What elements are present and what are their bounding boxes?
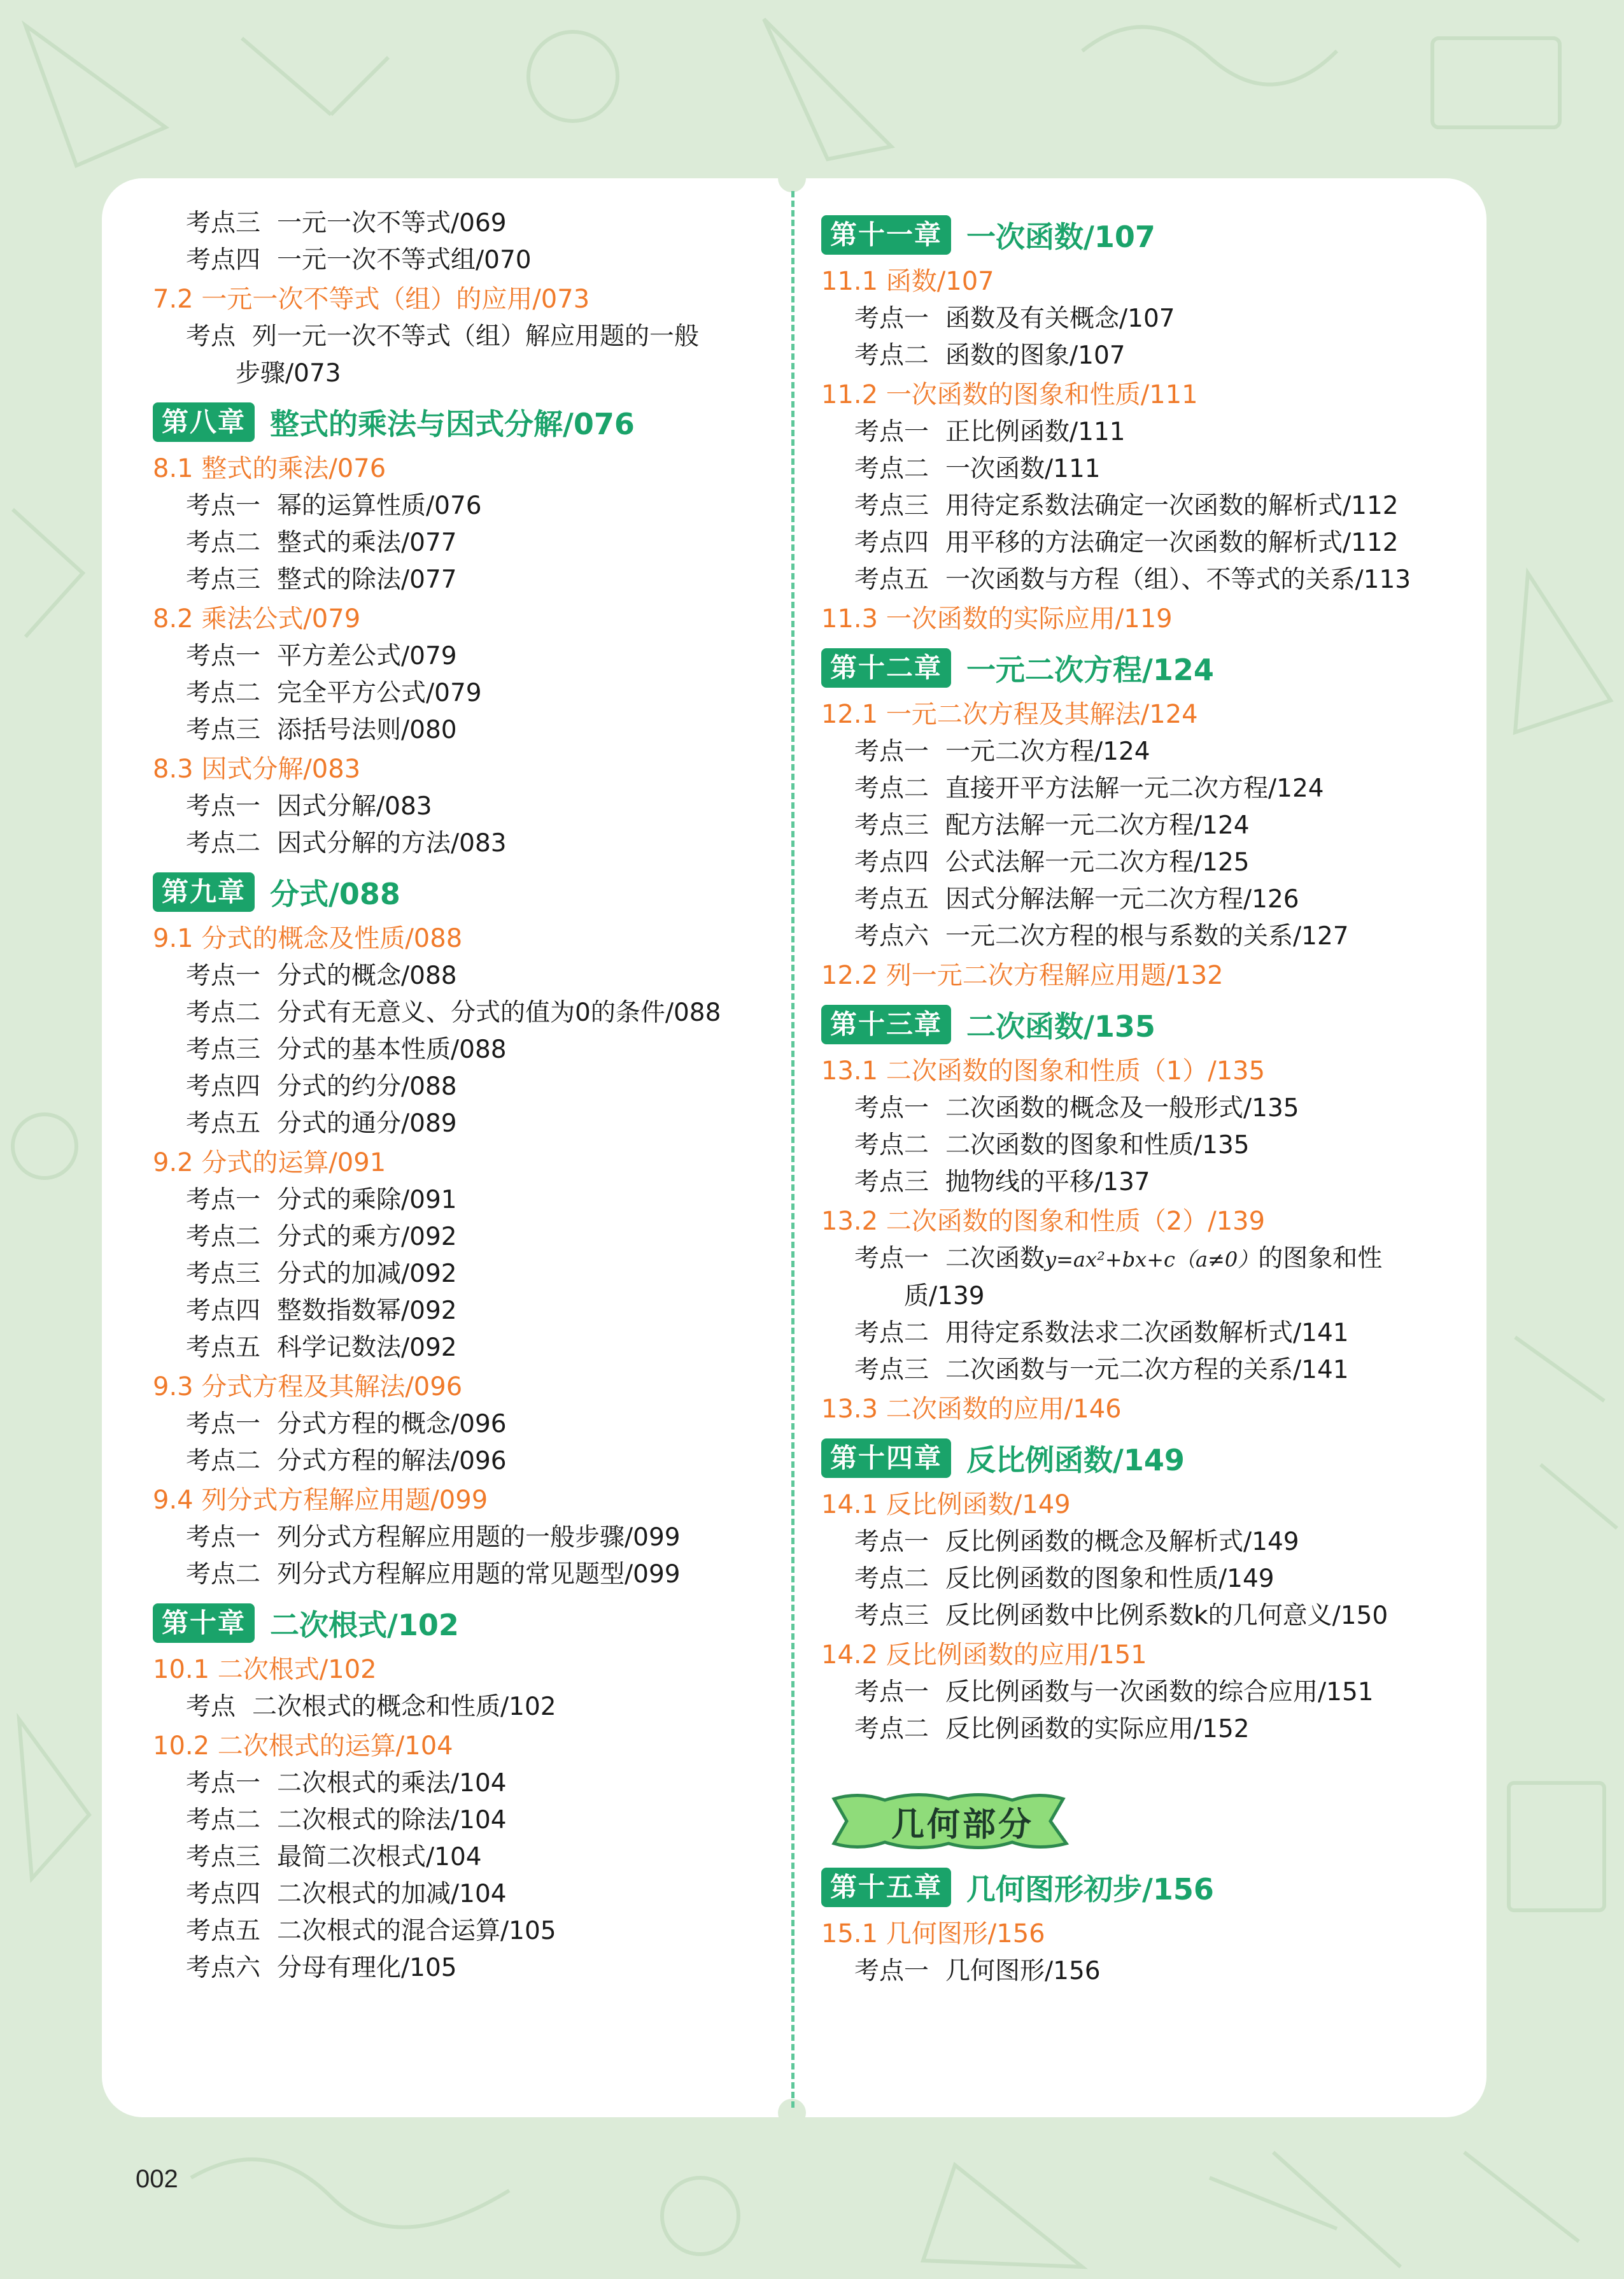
entry-text: 一次函数/111 bbox=[945, 455, 1101, 483]
chapter-heading[interactable] bbox=[821, 1002, 1471, 1047]
toc-entry[interactable] bbox=[821, 301, 1471, 337]
toc-entry[interactable] bbox=[153, 1182, 783, 1219]
toc-entry[interactable] bbox=[153, 1950, 783, 1987]
toc-entry[interactable] bbox=[153, 1913, 783, 1950]
toc-entry[interactable] bbox=[821, 807, 1471, 844]
chapter-title: 一元二次方程/124 bbox=[966, 653, 1214, 687]
chapter-number-badge: 第十二章 bbox=[821, 648, 951, 688]
toc-entry[interactable] bbox=[153, 1105, 783, 1142]
section-heading[interactable]: 13.2 二次函数的图象和性质（2）/139 bbox=[821, 1207, 1266, 1236]
entry-tag: 考点四 bbox=[186, 246, 261, 274]
toc-entry[interactable] bbox=[821, 488, 1471, 525]
toc-entry[interactable] bbox=[821, 881, 1471, 918]
section-heading[interactable]: 11.2 一次函数的图象和性质/111 bbox=[821, 380, 1198, 409]
entry-text: 分式的乘方/092 bbox=[277, 1223, 457, 1251]
entry-text: 分式方程的概念/096 bbox=[277, 1410, 507, 1438]
entry-text: 完全平方公式/079 bbox=[277, 679, 482, 707]
toc-entry[interactable] bbox=[821, 525, 1471, 562]
toc-entry[interactable] bbox=[821, 734, 1471, 770]
entry-tag: 考点三 bbox=[186, 1260, 261, 1288]
entry-tag: 考点二 bbox=[854, 1131, 929, 1160]
entry-text: 正比例函数/111 bbox=[945, 418, 1126, 446]
entry-text: 一元二次方程/124 bbox=[945, 737, 1150, 766]
entry-text: 二次根式的加减/104 bbox=[277, 1880, 507, 1908]
entry-continuation: 质/139 bbox=[904, 1282, 985, 1310]
entry-tag: 考点三 bbox=[854, 1601, 929, 1630]
toc-entry[interactable] bbox=[153, 1330, 783, 1367]
part-title: 几何部分 bbox=[891, 1806, 1034, 1844]
toc-entry[interactable] bbox=[821, 1240, 1471, 1315]
chapter-number-badge: 第十三章 bbox=[821, 1005, 951, 1044]
entry-tag: 考点三 bbox=[186, 716, 261, 744]
section-heading[interactable]: 8.3 因式分解/083 bbox=[153, 755, 361, 784]
entry-text: 一元一次不等式组/070 bbox=[277, 246, 532, 274]
toc-entry[interactable] bbox=[153, 1519, 783, 1556]
entry-text: 整数指数幂/092 bbox=[277, 1296, 457, 1325]
entry-tag: 考点 bbox=[186, 322, 236, 351]
page-number: 002 bbox=[136, 2165, 178, 2193]
entry-text: 分式的通分/089 bbox=[277, 1109, 457, 1138]
toc-entry[interactable] bbox=[153, 562, 783, 599]
toc-entry[interactable] bbox=[821, 1598, 1471, 1635]
entry-text: 二次根式的混合运算/105 bbox=[277, 1917, 556, 1945]
section-heading[interactable]: 11.1 函数/107 bbox=[821, 267, 994, 296]
entry-tag: 考点五 bbox=[854, 885, 929, 914]
section-heading[interactable]: 13.1 二次函数的图象和性质（1）/135 bbox=[821, 1056, 1266, 1086]
entry-tag: 考点四 bbox=[186, 1072, 261, 1101]
section-heading[interactable]: 14.1 反比例函数/149 bbox=[821, 1490, 1071, 1519]
entry-text: 列分式方程解应用题的一般步骤/099 bbox=[277, 1523, 681, 1552]
entry-tag: 考点三 bbox=[186, 565, 261, 594]
toc-entry[interactable] bbox=[153, 712, 783, 749]
entry-text: 用待定系数法确定一次函数的解析式/112 bbox=[945, 492, 1399, 520]
entry-text: 一次函数与方程（组）、不等式的关系/113 bbox=[945, 565, 1411, 594]
entry-text: 因式分解/083 bbox=[277, 792, 432, 821]
entry-text: 用平移的方法确定一次函数的解析式/112 bbox=[945, 529, 1399, 557]
entry-tag: 考点一 bbox=[186, 492, 261, 520]
left-toc-column bbox=[153, 205, 783, 1987]
entry-tag: 考点二 bbox=[854, 1715, 929, 1743]
entry-text: 二次根式的除法/104 bbox=[277, 1806, 507, 1835]
toc-entry[interactable] bbox=[153, 638, 783, 675]
toc-entry[interactable] bbox=[153, 1406, 783, 1443]
chapter-number-badge: 第九章 bbox=[153, 872, 255, 912]
entry-tag: 考点六 bbox=[186, 1954, 261, 1982]
entry-text: 直接开平方法解一元二次方程/124 bbox=[945, 774, 1324, 803]
entry-tag: 考点五 bbox=[186, 1917, 261, 1945]
chapter-title: 二次函数/135 bbox=[966, 1009, 1155, 1044]
chapter-heading[interactable] bbox=[821, 213, 1471, 257]
toc-entry[interactable] bbox=[153, 242, 783, 279]
entry-text: 二次函数 bbox=[945, 1244, 1045, 1273]
entry-tag: 考点五 bbox=[186, 1333, 261, 1362]
entry-text: 因式分解法解一元二次方程/126 bbox=[945, 885, 1299, 914]
entry-tag: 考点二 bbox=[186, 1223, 261, 1251]
toc-entry[interactable] bbox=[153, 675, 783, 712]
toc-entry[interactable] bbox=[153, 995, 783, 1032]
chapter-heading[interactable] bbox=[153, 400, 783, 444]
toc-entry[interactable] bbox=[821, 414, 1471, 451]
entry-text: 分式的基本性质/088 bbox=[277, 1035, 507, 1064]
entry-tag: 考点三 bbox=[186, 1035, 261, 1064]
entry-tag: 考点二 bbox=[186, 829, 261, 858]
entry-text: 一元二次方程的根与系数的关系/127 bbox=[945, 922, 1349, 951]
entry-tag: 考点一 bbox=[186, 1410, 261, 1438]
entry-text: 用待定系数法求二次函数解析式/141 bbox=[945, 1319, 1349, 1347]
entry-text: 列一元一次不等式（组）解应用题的一般 bbox=[252, 322, 700, 351]
section-heading[interactable]: 8.2 乘法公式/079 bbox=[153, 604, 361, 634]
toc-entry[interactable] bbox=[821, 1164, 1471, 1201]
entry-text: 分式的乘除/091 bbox=[277, 1186, 457, 1214]
section-heading[interactable]: 9.2 分式的运算/091 bbox=[153, 1148, 386, 1177]
toc-entry[interactable] bbox=[153, 1256, 783, 1293]
entry-tag: 考点四 bbox=[854, 848, 929, 877]
toc-entry[interactable] bbox=[153, 825, 783, 862]
entry-text: 二次函数与一元二次方程的关系/141 bbox=[945, 1356, 1349, 1384]
entry-tag: 考点二 bbox=[854, 455, 929, 483]
right-toc-column bbox=[821, 205, 1471, 1990]
column-divider bbox=[791, 191, 794, 2108]
entry-text: 分式的加减/092 bbox=[277, 1260, 457, 1288]
section-heading[interactable]: 9.3 分式方程及其解法/096 bbox=[153, 1372, 463, 1402]
entry-text: 二次根式的概念和性质/102 bbox=[252, 1693, 556, 1721]
entry-tag: 考点 bbox=[186, 1693, 236, 1721]
entry-tag: 考点一 bbox=[854, 737, 929, 766]
toc-entry[interactable] bbox=[821, 1127, 1471, 1164]
entry-text: 分式方程的解法/096 bbox=[277, 1447, 507, 1475]
entry-tag: 考点一 bbox=[854, 418, 929, 446]
entry-tag: 考点一 bbox=[854, 1528, 929, 1556]
chapter-number-badge: 第十章 bbox=[153, 1603, 255, 1643]
chapter-title: 几何图形初步/156 bbox=[966, 1872, 1214, 1906]
entry-text: 公式法解一元二次方程/125 bbox=[945, 848, 1250, 877]
entry-text: 反比例函数的概念及解析式/149 bbox=[945, 1528, 1299, 1556]
chapter-heading[interactable] bbox=[821, 1865, 1471, 1910]
entry-tag: 考点二 bbox=[186, 1560, 261, 1589]
entry-tag: 考点二 bbox=[186, 998, 261, 1027]
entry-text: 整式的乘法/077 bbox=[277, 529, 457, 557]
entry-tag: 考点一 bbox=[186, 962, 261, 990]
section-heading[interactable]: 10.2 二次根式的运算/104 bbox=[153, 1731, 453, 1761]
toc-entry[interactable] bbox=[821, 1953, 1471, 1990]
entry-tag: 考点三 bbox=[854, 811, 929, 840]
entry-tag: 考点一 bbox=[186, 1769, 261, 1798]
entry-tag: 考点五 bbox=[186, 1109, 261, 1138]
toc-entry[interactable] bbox=[821, 1561, 1471, 1598]
toc-entry[interactable] bbox=[153, 205, 783, 242]
toc-entry[interactable] bbox=[153, 318, 783, 392]
entry-text: 反比例函数的实际应用/152 bbox=[945, 1715, 1250, 1743]
toc-entry[interactable] bbox=[153, 1802, 783, 1839]
toc-entry[interactable] bbox=[153, 1032, 783, 1069]
entry-tag: 考点三 bbox=[186, 1843, 261, 1871]
entry-tag: 考点三 bbox=[854, 492, 929, 520]
entry-tag: 考点二 bbox=[854, 341, 929, 370]
entry-text: 二次函数的图象和性质/135 bbox=[945, 1131, 1250, 1160]
chapter-title: 反比例函数/149 bbox=[966, 1443, 1185, 1477]
entry-text: 分母有理化/105 bbox=[277, 1954, 457, 1982]
entry-text: 科学记数法/092 bbox=[277, 1333, 457, 1362]
toc-entry[interactable] bbox=[821, 770, 1471, 807]
toc-entry[interactable] bbox=[821, 844, 1471, 881]
entry-tag: 考点二 bbox=[854, 774, 929, 803]
entry-tag: 考点二 bbox=[854, 1319, 929, 1347]
entry-tag: 考点四 bbox=[186, 1296, 261, 1325]
toc-entry[interactable] bbox=[153, 1689, 783, 1726]
toc-entry[interactable] bbox=[821, 451, 1471, 488]
entry-text: 列分式方程解应用题的常见题型/099 bbox=[277, 1560, 681, 1589]
entry-text: 分式有无意义、分式的值为0的条件/088 bbox=[277, 998, 721, 1027]
toc-entry[interactable] bbox=[821, 1352, 1471, 1389]
entry-text: 反比例函数中比例系数k的几何意义/150 bbox=[945, 1601, 1388, 1630]
section-heading[interactable]: 14.2 反比例函数的应用/151 bbox=[821, 1640, 1147, 1670]
entry-tag: 考点二 bbox=[186, 1806, 261, 1835]
entry-text: 配方法解一元二次方程/124 bbox=[945, 811, 1250, 840]
chapter-heading[interactable] bbox=[153, 870, 783, 914]
toc-entry[interactable] bbox=[821, 918, 1471, 955]
section-heading[interactable]: 10.1 二次根式/102 bbox=[153, 1655, 377, 1684]
entry-tag: 考点二 bbox=[854, 1565, 929, 1593]
section-heading[interactable]: 12.1 一元二次方程及其解法/124 bbox=[821, 700, 1198, 729]
entry-continuation: 步骤/073 bbox=[236, 359, 341, 388]
entry-tag: 考点六 bbox=[854, 922, 929, 951]
entry-text: 几何图形/156 bbox=[945, 1957, 1101, 1985]
entry-tag: 考点三 bbox=[186, 209, 261, 238]
toc-entry[interactable] bbox=[153, 1443, 783, 1480]
chapter-heading[interactable] bbox=[153, 1601, 783, 1645]
toc-entry[interactable] bbox=[821, 1090, 1471, 1127]
toc-entry[interactable] bbox=[153, 1219, 783, 1256]
section-heading[interactable]: 7.2 一元一次不等式（组）的应用/073 bbox=[153, 285, 590, 314]
chapter-title: 分式/088 bbox=[270, 877, 400, 911]
chapter-number-badge: 第十一章 bbox=[821, 215, 951, 255]
toc-entry[interactable] bbox=[821, 1524, 1471, 1561]
section-heading[interactable]: 9.4 列分式方程解应用题/099 bbox=[153, 1486, 488, 1515]
toc-entry[interactable] bbox=[153, 1876, 783, 1913]
entry-text: 函数及有关概念/107 bbox=[945, 304, 1175, 333]
entry-tag: 考点三 bbox=[854, 1168, 929, 1196]
entry-text: 整式的除法/077 bbox=[277, 565, 457, 594]
entry-text: 一元一次不等式/069 bbox=[277, 209, 507, 238]
entry-tag: 考点一 bbox=[186, 1186, 261, 1214]
section-heading[interactable]: 8.1 整式的乘法/076 bbox=[153, 454, 386, 483]
entry-tag: 考点五 bbox=[854, 565, 929, 594]
toc-entry[interactable] bbox=[821, 1315, 1471, 1352]
toc-entry[interactable] bbox=[821, 1711, 1471, 1748]
entry-tag: 考点一 bbox=[854, 1957, 929, 1985]
chapter-title: 整式的乘法与因式分解/076 bbox=[270, 407, 635, 441]
entry-tag: 考点二 bbox=[186, 679, 261, 707]
toc-entry[interactable] bbox=[153, 788, 783, 825]
toc-entry[interactable] bbox=[153, 1069, 783, 1105]
entry-tag: 考点一 bbox=[854, 1678, 929, 1707]
entry-tag: 考点二 bbox=[186, 1447, 261, 1475]
entry-tag: 考点四 bbox=[854, 529, 929, 557]
entry-text: 添括号法则/080 bbox=[277, 716, 457, 744]
entry-text: 函数的图象/107 bbox=[945, 341, 1126, 370]
entry-text: 二次根式的乘法/104 bbox=[277, 1769, 507, 1798]
section-heading[interactable]: 11.3 一次函数的实际应用/119 bbox=[821, 604, 1173, 634]
section-heading[interactable]: 12.2 列一元二次方程解应用题/132 bbox=[821, 961, 1224, 990]
entry-tag: 考点一 bbox=[854, 1244, 929, 1273]
entry-tag: 考点一 bbox=[186, 642, 261, 671]
chapter-number-badge: 第八章 bbox=[153, 402, 255, 442]
section-heading[interactable]: 13.3 二次函数的应用/146 bbox=[821, 1395, 1122, 1424]
entry-text: 因式分解的方法/083 bbox=[277, 829, 507, 858]
entry-tag: 考点三 bbox=[854, 1356, 929, 1384]
formula: y=ax²+bx+c（a≠0） bbox=[1045, 1247, 1259, 1272]
part-heading bbox=[821, 1786, 1471, 1856]
entry-text: 二次函数的概念及一般形式/135 bbox=[945, 1094, 1299, 1123]
toc-entry[interactable] bbox=[821, 1674, 1471, 1711]
entry-tag: 考点一 bbox=[854, 304, 929, 333]
chapter-number-badge: 第十五章 bbox=[821, 1868, 951, 1907]
entry-text: 分式的约分/088 bbox=[277, 1072, 457, 1101]
chapter-number-badge: 第十四章 bbox=[821, 1438, 951, 1478]
divider-notch-top bbox=[778, 164, 806, 192]
toc-entry[interactable] bbox=[153, 1293, 783, 1330]
entry-text: 反比例函数与一次函数的综合应用/151 bbox=[945, 1678, 1374, 1707]
chapter-heading[interactable] bbox=[821, 1436, 1471, 1480]
entry-tag: 考点一 bbox=[854, 1094, 929, 1123]
toc-entry[interactable] bbox=[153, 1765, 783, 1802]
entry-text: 平方差公式/079 bbox=[277, 642, 457, 671]
section-heading[interactable]: 15.1 几何图形/156 bbox=[821, 1919, 1045, 1949]
chapter-title: 二次根式/102 bbox=[270, 1608, 459, 1642]
toc-entry[interactable] bbox=[153, 1556, 783, 1593]
chapter-heading[interactable] bbox=[821, 646, 1471, 690]
chapter-title: 一次函数/107 bbox=[966, 220, 1155, 254]
entry-text: 反比例函数的图象和性质/149 bbox=[945, 1565, 1274, 1593]
toc-entry[interactable] bbox=[821, 562, 1471, 599]
entry-text-tail: 的图象和性 bbox=[1258, 1244, 1383, 1273]
toc-entry[interactable] bbox=[153, 488, 783, 525]
entry-tag: 考点二 bbox=[186, 529, 261, 557]
entry-text: 分式的概念/088 bbox=[277, 962, 457, 990]
toc-entry[interactable] bbox=[153, 1839, 783, 1876]
entry-text: 最简二次根式/104 bbox=[277, 1843, 482, 1871]
entry-tag: 考点一 bbox=[186, 1523, 261, 1552]
toc-entry[interactable] bbox=[153, 958, 783, 995]
entry-text: 抛物线的平移/137 bbox=[945, 1168, 1150, 1196]
entry-text: 幂的运算性质/076 bbox=[277, 492, 482, 520]
toc-entry[interactable] bbox=[821, 337, 1471, 374]
entry-tag: 考点一 bbox=[186, 792, 261, 821]
section-heading[interactable]: 9.1 分式的概念及性质/088 bbox=[153, 924, 463, 953]
entry-tag: 考点四 bbox=[186, 1880, 261, 1908]
toc-entry[interactable] bbox=[153, 525, 783, 562]
